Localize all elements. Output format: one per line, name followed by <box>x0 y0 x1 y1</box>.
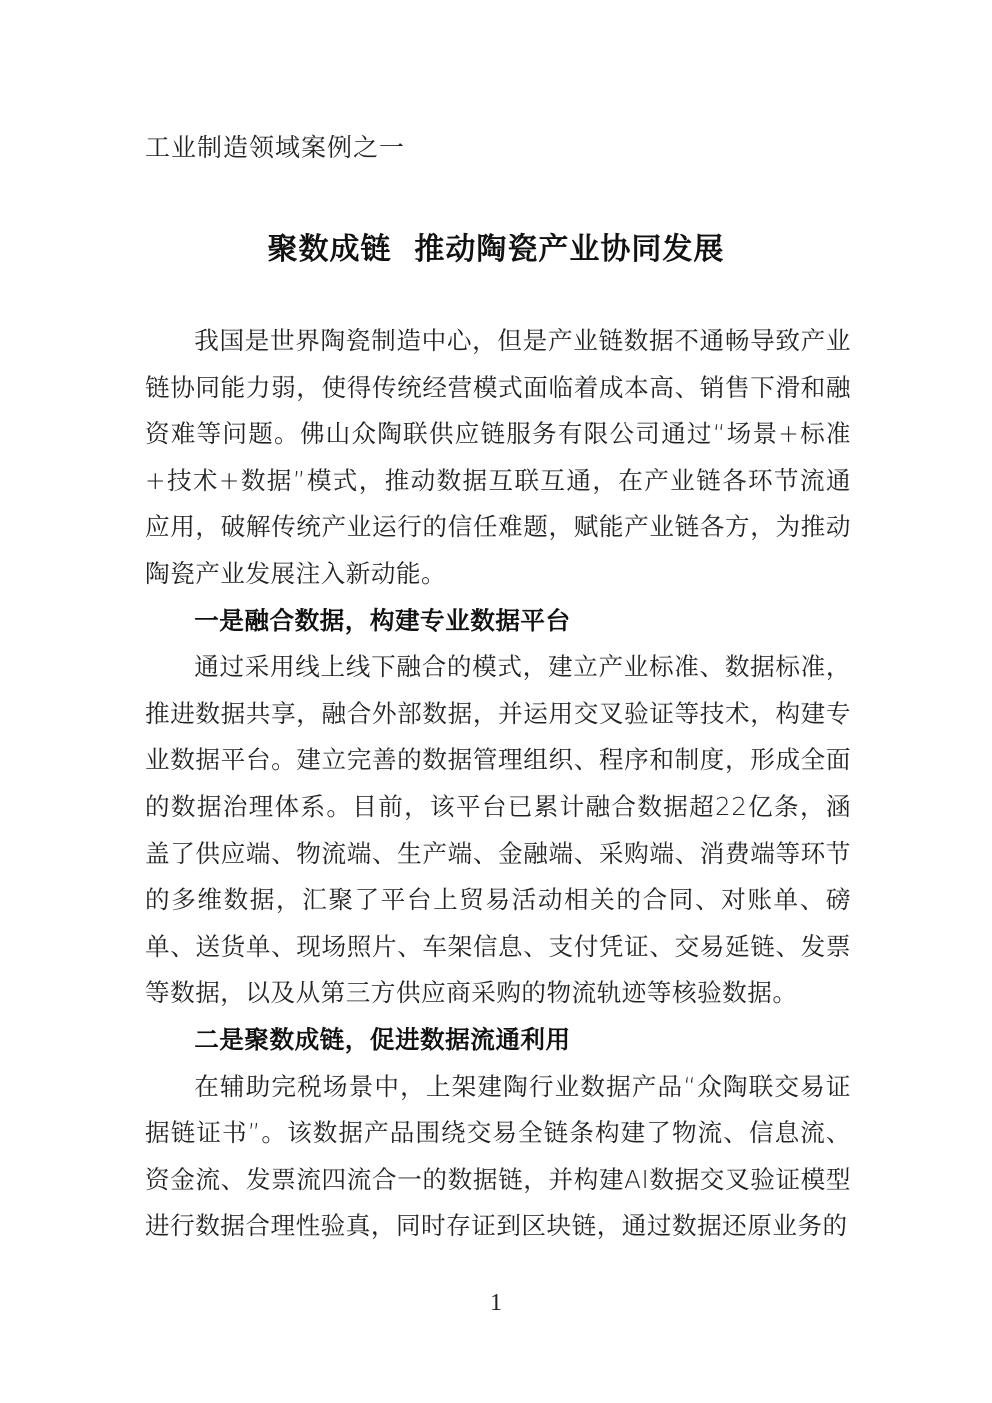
document-body <box>145 318 851 1250</box>
section-heading-2: 二是聚数成链，促进数据流通利用 <box>194 1024 571 1054</box>
page-number: 1 <box>490 1290 502 1316</box>
case-label: 工业制造领域案例之一 <box>145 133 406 162</box>
section-paragraph-1: 通过采用线上线下融合的模式，建立产业标准、数据标准，推进数据共享，融合外部数据，并运用交叉验证等技术，构建专业数据平台。建立完善的数据管理组织、程序和制度，形成全面的数据治理体系。目前，该平台已累计融合数据超22亿条，涵盖了供应端、物流端、生产端、金融端、采购端、消费端等环节的多维数据，汇聚了平台上贸易活动相关的合同、对账单、磅单、送货单、现场照片、车架信息、支付凭证、交易延链、发票等数据，以及从第三方供应商采购的物流轨迹等核验数据。 <box>145 652 851 1008</box>
section-heading-1: 一是融合数据，构建专业数据平台 <box>194 605 571 635</box>
document-title: 聚数成链 推动陶瓷产业协同发展 <box>267 232 725 267</box>
section-paragraph-2: 在辅助完税场景中，上架建陶行业数据产品“众陶联交易证据链证书”。该数据产品围绕交易全链条构建了物流、信息流、资金流、发票流四流合一的数据链，并构建AI数据交叉验证模型进行数据合理性验真，同时存证到区块链，通过数据还原业务的 <box>145 1071 851 1241</box>
intro-paragraph: 我国是世界陶瓷制造中心，但是产业链数据不通畅导致产业链协同能力弱，使得传统经营模式面临着成本高、销售下滑和融资难等问题。佛山众陶联供应链服务有限公司通过“场景+标准+技术+数据”模式，推动数据互联互通，在产业链各环节流通应用，破解传统产业运行的信任难题，赋能产业链各方，为推动陶瓷产业发展注入新动能。 <box>145 326 851 588</box>
